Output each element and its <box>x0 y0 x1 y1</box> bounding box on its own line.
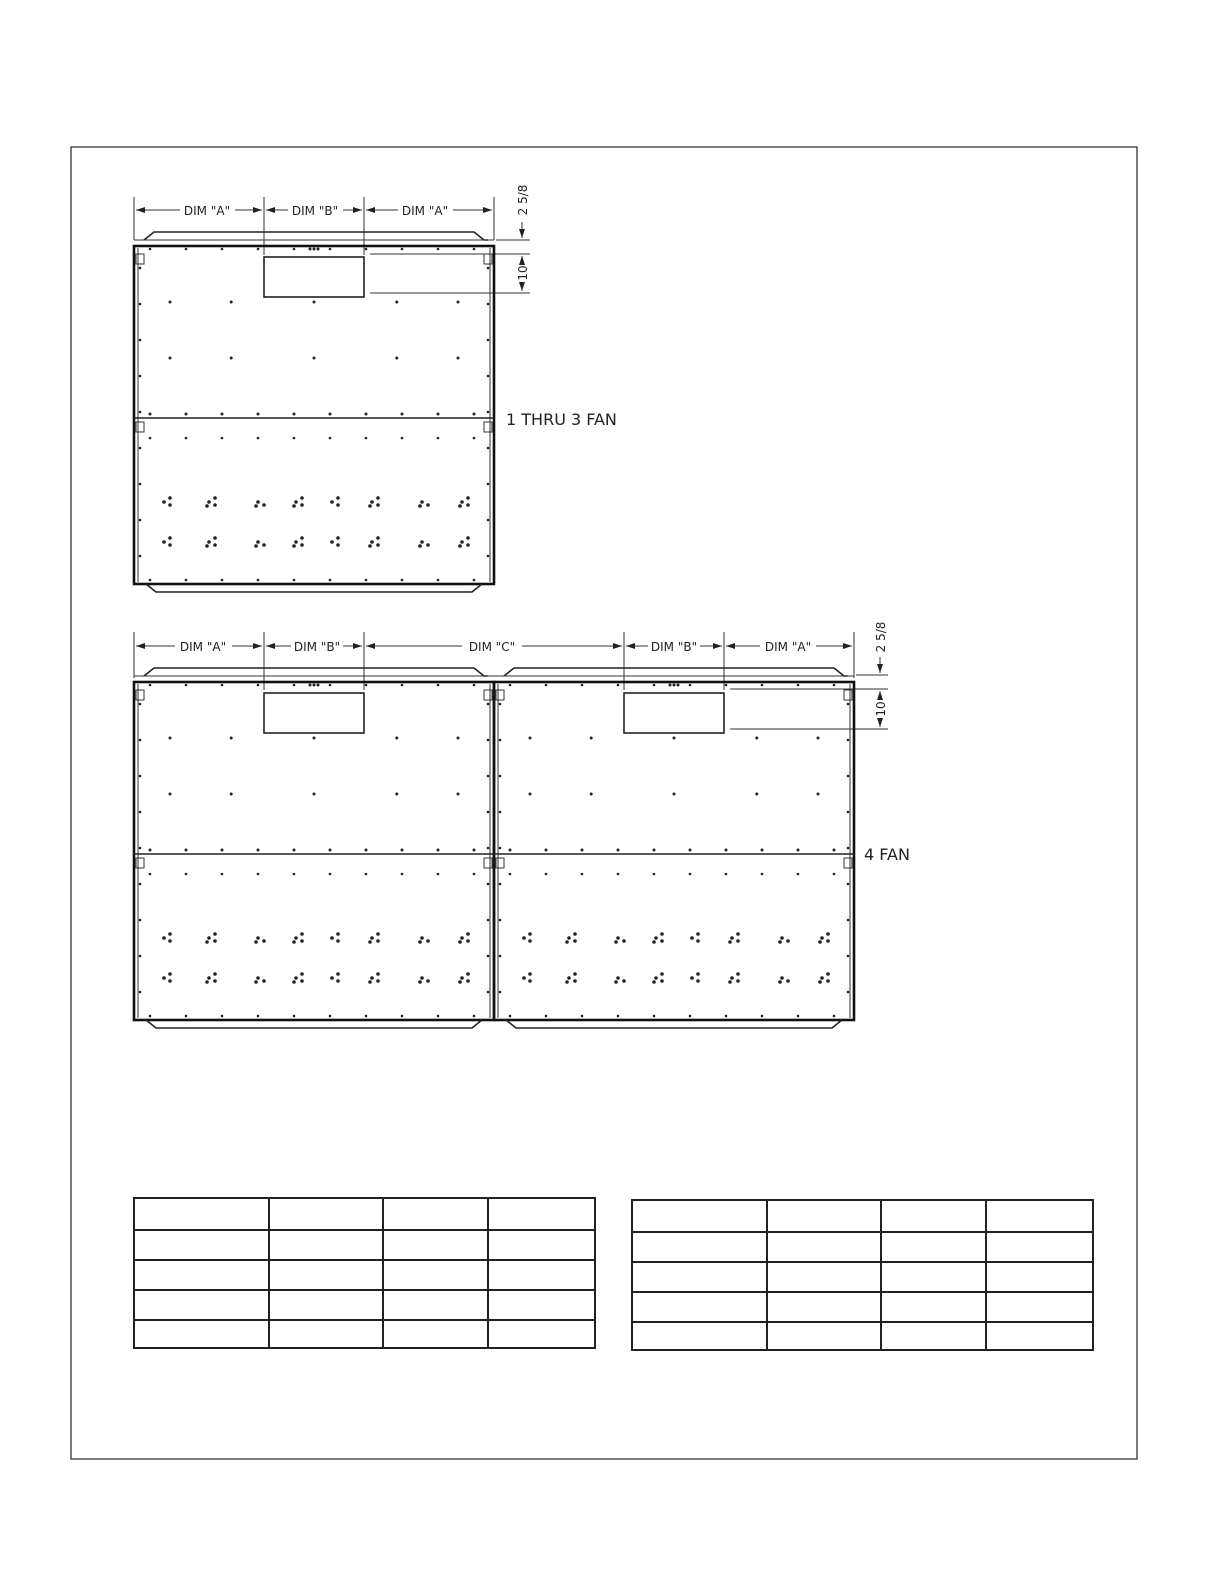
top-flange <box>144 668 488 676</box>
fan-opening <box>264 693 364 733</box>
dim-2-5-8-label: 2 5/8 <box>516 184 530 216</box>
dim-a-left-label: DIM "A" <box>179 640 227 654</box>
unit-panel-left <box>134 668 494 1028</box>
dim-a-right-label: DIM "A" <box>764 640 812 654</box>
dim-b-label: DIM "B" <box>291 204 339 218</box>
blank-table-left <box>134 1198 595 1348</box>
vertical-dimensions <box>370 185 530 293</box>
dim-b-right-label: DIM "B" <box>650 640 698 654</box>
vertical-dimensions <box>730 622 888 729</box>
dim-10-label: 10 <box>516 265 530 281</box>
diagram-label-1-thru-3-fan: 1 THRU 3 FAN <box>506 410 617 429</box>
table-outline <box>632 1200 1093 1350</box>
dim-a-left-label: DIM "A" <box>183 204 231 218</box>
dim-a-right-label: DIM "A" <box>401 204 449 218</box>
diagram-label-4-fan: 4 FAN <box>864 845 910 864</box>
dim-b-left-label: DIM "B" <box>293 640 341 654</box>
unit-panel-right <box>494 668 854 1028</box>
dim-2-5-8-label: 2 5/8 <box>874 621 888 653</box>
dim-10-label: 10 <box>874 701 888 717</box>
fan-opening <box>624 693 724 733</box>
unit-panel <box>134 232 494 592</box>
blank-table-right <box>632 1200 1093 1350</box>
top-flange <box>144 232 488 240</box>
diagram-4-fan <box>134 622 910 1028</box>
fan-opening <box>264 257 364 297</box>
diagram-1-thru-3-fan <box>134 185 617 592</box>
table-outline <box>134 1198 595 1348</box>
dim-c-label: DIM "C" <box>468 640 516 654</box>
top-flange <box>504 668 848 676</box>
